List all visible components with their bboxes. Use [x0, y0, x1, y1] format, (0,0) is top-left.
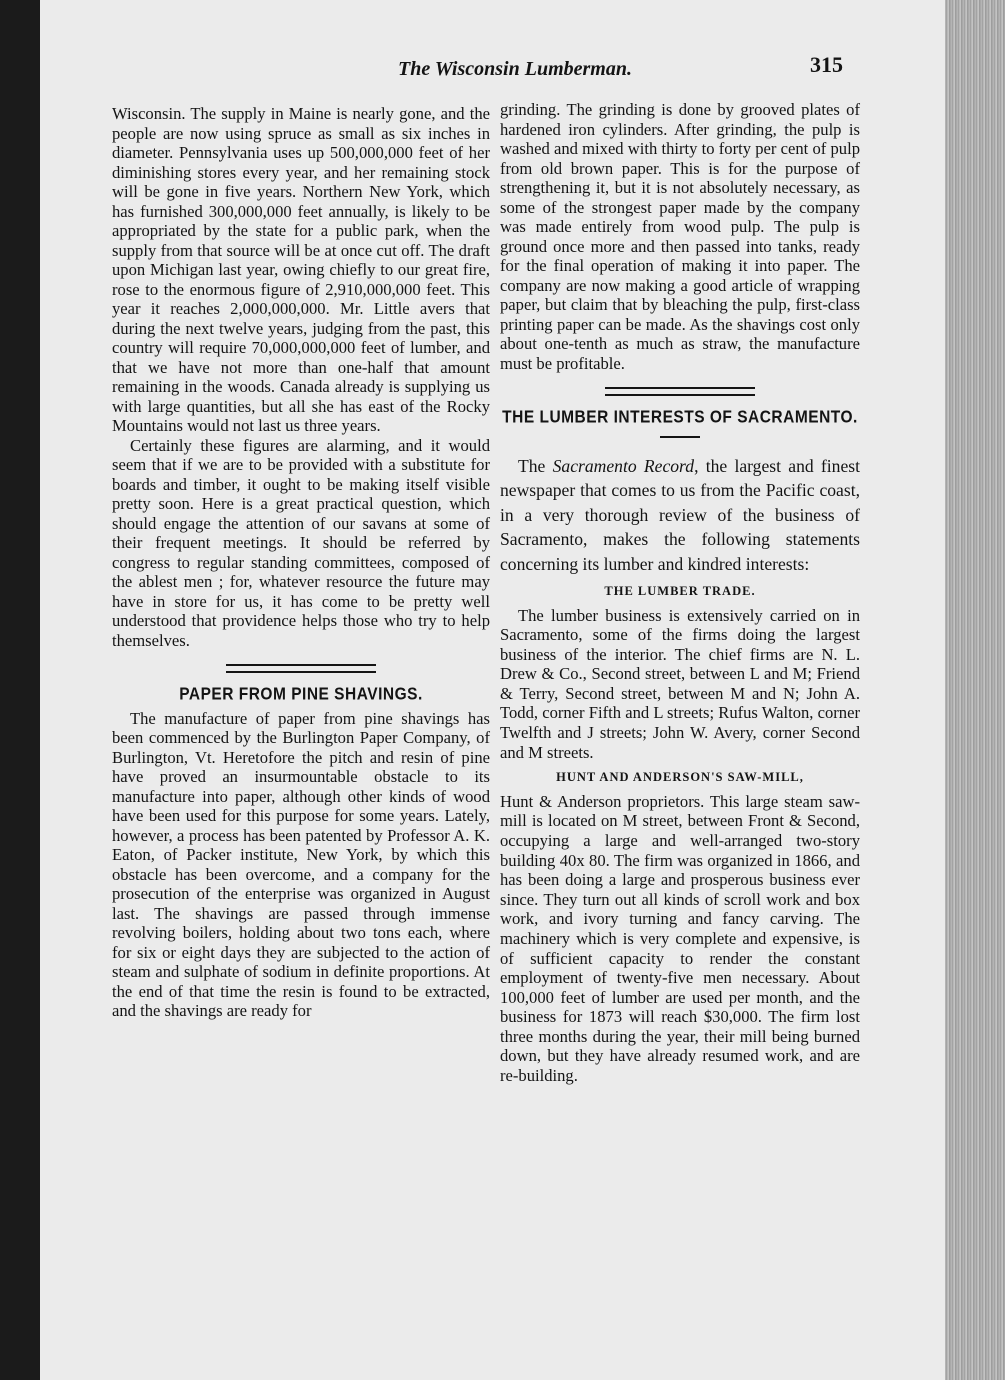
section-divider	[605, 387, 755, 396]
paragraph: Wisconsin. The supply in Maine is nearly gone, and the people are now using spruce as small as six inches in diameter. Pennsylvania uses up 500,000,000 feet of her diminishing stores every year, and her remaining stock will be gone in five years. Northern New York, which has furnished 300,000,000 feet annually, is likely to be appropriated by the state for a public park, when the supply from that source will be at once cut off. The draft upon Michigan last year, owing chiefly to our great fire, rose to the enormous figure of 2,910,000,000 feet. This year it reaches 2,000,000,000. Mr. Little avers that during the next twelve years, judging from the past, this country will require 70,000,000,000 feet of lumber, and that we have not more than one-half that amount remaining in the woods. Canada already is supplying us with large quantities, but all she has east of the Rocky Mountains would not last us three years.	[112, 104, 490, 435]
binding-gutter	[0, 0, 40, 1380]
paragraph: grinding. The grinding is done by grooved plates of hardened iron cylinders. After grinding, the pulp is washed and mixed with thirty to forty per cent of pulp from old brown paper. This is for the purpose of strengthening it, but it is not absolutely necessary, as some of the strongest paper made by the company was made entirely from wood pulp. The pulp is ground once more and then passed into tanks, ready for the final operation of making it into paper. The company are now making a good article of wrapping paper, but claim that by bleaching the pulp, first-class printing paper can be made. As the shavings cost only about one-tenth as much as straw, the manufacture must be profitable.	[500, 100, 860, 373]
left-column	[112, 104, 490, 1021]
section-title: PAPER FROM PINE SHAVINGS.	[179, 684, 423, 705]
intro-lead: The	[518, 455, 553, 476]
newspaper-title: Sacramento Record	[552, 455, 695, 476]
section-title: THE LUMBER INTERESTS OF SACRAMENTO.	[502, 407, 858, 428]
section-divider	[226, 664, 376, 673]
page-number: 315	[810, 52, 843, 77]
subheading: THE LUMBER TRADE.	[604, 584, 756, 598]
right-column	[500, 100, 860, 1086]
page-edges	[945, 0, 1005, 1380]
paragraph: The manufacture of paper from pine shavings has been commenced by the Burlington Paper Company, of Burlington, Vt. Heretofore the pitch and resin of pine have proved an insurmountable obstacle to its manufacture into paper, although other kinds of wood have been used for this purpose for some years. Lately, however, a process has been patented by Professor A. K. Eaton, of Packer institute, New York, by which this obstacle has been overcome, and a company for the prosecution of the enterprise was organized in August last. The shavings are passed through immense revolving boilers, holding about two tons each, where for six or eight days they are subjected to the action of steam and sulphate of sodium in definite proportions. At the end of that time the resin is found to be extracted, and the shavings are ready for	[112, 708, 490, 1020]
running-head: The Wisconsin Lumberman.	[398, 58, 632, 80]
subheading: HUNT AND ANDERSON'S SAW-MILL,	[556, 770, 804, 785]
intro-paragraph	[500, 454, 860, 577]
paragraph: Hunt & Anderson proprietors. This large steam saw-mill is located on M street, between Front & Second, occupying a large and well-arranged two-story building 40x 80. The firm was organized in 1866, and has been doing a large and prosperous business ever since. They turn out all kinds of scroll work and box work, and ivory turning and fancy carving. The machinery which is very complete and expensive, is of sufficient capacity to render the constant employment of twenty-five men necessary. About 100,000 feet of lumber are used per month, and the business for 1873 will reach $30,000. The firm lost three months during the year, their mill being burned down, but they have already resumed work, and are re-building.	[500, 791, 860, 1086]
title-underline	[660, 436, 700, 438]
paragraph: The lumber business is extensively carried on in Sacramento, some of the firms doing the largest business of the interior. The chief firms are N. L. Drew & Co., Second street, between L and M; Friend & Terry, Second street, between M and N; John A. Todd, corner Fifth and L streets; Rufus Walton, corner Twelfth and J streets; John W. Avery, corner Second and M streets.	[500, 605, 860, 762]
intro-rest: , the largest and finest newspaper that comes to us from the Pacific coast, in a very thorough review of the business of Sacramento, makes the following statements concerning its lumber and kindred interests:	[500, 455, 861, 574]
paragraph: Certainly these figures are alarming, and it would seem that if we are to be provided with a substitute for boards and timber, it ought to be making itself visible pretty soon. Here is a great practical question, which should engage the attention of our savans at some of their frequent meetings. It should be referred by congress to regular standing committees, composed of the ablest men ; for, whatever resource the future may have in store for us, it has come to be pretty well understood that providence helps those who try to help themselves.	[112, 435, 490, 650]
